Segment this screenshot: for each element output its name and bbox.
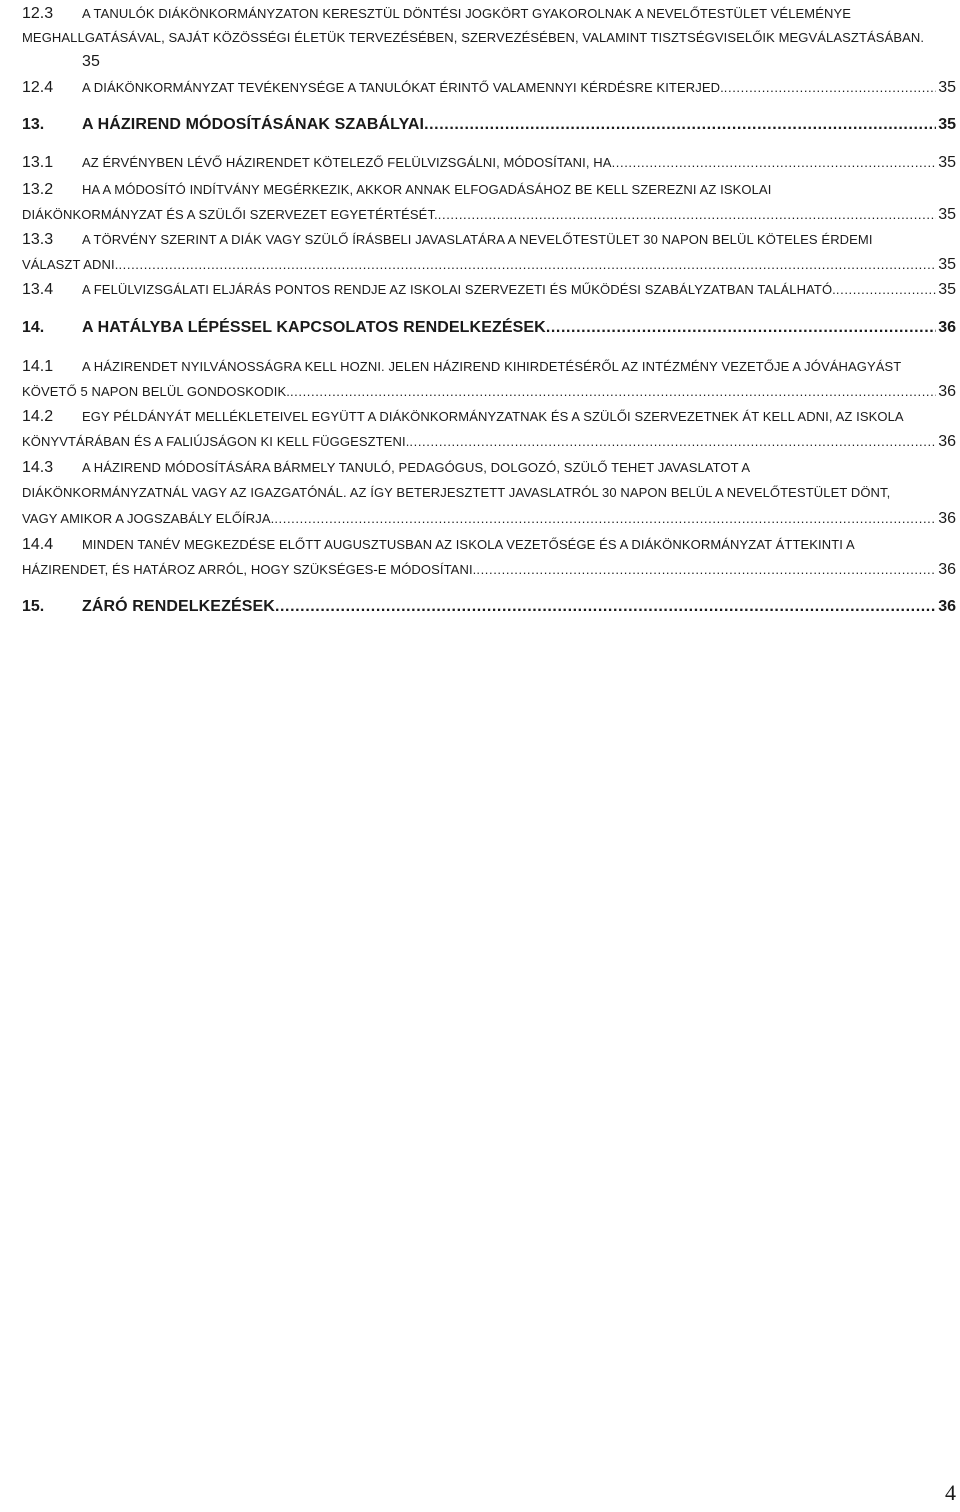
toc-entry-title: A DIÁKÖNKORMÁNYZAT TEVÉKENYSÉGE A TANULÓKAT ÉRINTŐ VALAMENNYI KÉRDÉSRE KITERJED. bbox=[82, 80, 724, 95]
toc-entry-page: 35 bbox=[938, 281, 956, 298]
toc-entry-page: 35 bbox=[938, 116, 956, 133]
toc-leader-dots bbox=[424, 113, 936, 137]
toc-entry-page: 36 bbox=[938, 319, 956, 336]
toc-entry-page: 36 bbox=[938, 598, 956, 615]
toc-entry-title: KÖVETŐ 5 NAPON BELÜL GONDOSKODIK. bbox=[22, 384, 290, 399]
toc-leader-dots bbox=[438, 203, 936, 227]
toc-entry-title: AZ ÉRVÉNYBEN LÉVŐ HÁZIRENDET KÖTELEZŐ FELÜLVIZSGÁLNI, MÓDOSÍTANI, HA bbox=[82, 155, 612, 170]
toc-entry-number: 13. bbox=[22, 116, 45, 133]
toc-entry-title: VÁLASZT ADNI. bbox=[22, 257, 119, 272]
toc-leader-dots bbox=[836, 278, 936, 302]
toc-entry-title: KÖNYVTÁRÁBAN ÉS A FALIÚJSÁGON KI KELL FÜGGESZTENI. bbox=[22, 434, 410, 449]
toc-entry-number: 14.3 bbox=[22, 459, 54, 476]
toc-entry-number: 13.1 bbox=[22, 154, 54, 171]
toc-entry-number: 13.2 bbox=[22, 181, 54, 198]
toc-leader-dots bbox=[290, 380, 936, 404]
toc-leader-dots bbox=[724, 76, 936, 100]
toc-leader-dots bbox=[274, 507, 936, 531]
toc-entry-number: 12.3 bbox=[22, 5, 54, 22]
toc-entry-number: 15. bbox=[22, 598, 45, 615]
toc-entry-page: 35 bbox=[938, 206, 956, 223]
toc-entry-number: 14.1 bbox=[22, 358, 54, 375]
toc-entry-page: 36 bbox=[938, 383, 956, 400]
toc-entry-title: A HATÁLYBA LÉPÉSSEL KAPCSOLATOS RENDELKEZÉSEK bbox=[82, 319, 546, 336]
toc-entry-title: DIÁKÖNKORMÁNYZAT ÉS A SZÜLŐI SZERVEZET EGYETÉRTÉSÉT. bbox=[22, 207, 438, 222]
toc-entry-title: VAGY AMIKOR A JOGSZABÁLY ELŐÍRJA. bbox=[22, 511, 275, 526]
toc-entry-number: 14. bbox=[22, 319, 45, 336]
toc-entry-page: 35 bbox=[938, 79, 956, 96]
toc-leader-dots bbox=[409, 430, 936, 454]
toc-entry-page: 35 bbox=[938, 154, 956, 171]
toc-entry-number: 14.4 bbox=[22, 536, 54, 553]
toc-entry-title: A TANULÓK DIÁKÖNKORMÁNYZATON KERESZTÜL DÖNTÉSI JOGKÖRT GYAKOROLNAK A NEVELŐTESTÜLET VÉLEMÉNYE bbox=[82, 6, 852, 21]
toc-entry-number: 12.4 bbox=[22, 79, 54, 96]
toc-entry-title: A TÖRVÉNY SZERINT A DIÁK VAGY SZÜLŐ ÍRÁSBELI JAVASLATÁRA A NEVELŐTESTÜLET 30 NAPON BELÜL KÖTELES ÉRDEMI bbox=[82, 232, 873, 247]
toc-entry-page: 36 bbox=[938, 433, 956, 450]
toc-entry-title: HA A MÓDOSÍTÓ INDÍTVÁNY MEGÉRKEZIK, AKKOR ANNAK ELFOGADÁSÁHOZ BE KELL SZEREZNI AZ ISKOLAI bbox=[82, 182, 772, 197]
toc-entry-title: HÁZIRENDET, ÉS HATÁROZ ARRÓL, HOGY SZÜKSÉGES-E MÓDOSÍTANI. bbox=[22, 562, 477, 577]
toc-entry-number: 13.3 bbox=[22, 231, 54, 248]
toc-entry-title: A HÁZIRENDET NYILVÁNOSSÁGRA KELL HOZNI. JELEN HÁZIREND KIHIRDETÉSÉRŐL AZ INTÉZMÉNY VEZETŐJE A JÓVÁHAGYÁST bbox=[82, 359, 902, 374]
page-number: 4 bbox=[945, 1480, 956, 1505]
toc-leader-dots bbox=[275, 595, 936, 619]
toc-entry-title: A HÁZIREND MÓDOSÍTÁSÁNAK SZABÁLYAI bbox=[82, 116, 425, 133]
toc-entry-page: 36 bbox=[938, 510, 956, 527]
toc-entry-title: MINDEN TANÉV MEGKEZDÉSE ELŐTT AUGUSZTUSBAN AZ ISKOLA VEZETŐSÉGE ÉS A DIÁKÖNKORMÁNYZAT ÁTTEKINTI A bbox=[82, 537, 855, 552]
toc-entry-page: 36 bbox=[938, 561, 956, 578]
toc-entry-number: 14.2 bbox=[22, 408, 54, 425]
toc-entry-title: A HÁZIREND MÓDOSÍTÁSÁRA BÁRMELY TANULÓ, PEDAGÓGUS, DOLGOZÓ, SZÜLŐ TEHET JAVASLATOT A bbox=[82, 460, 751, 475]
toc-entry-title: A FELÜLVIZSGÁLATI ELJÁRÁS PONTOS RENDJE AZ ISKOLAI SZERVEZETI ÉS MŰKÖDÉSI SZABÁLYZATBAN TALÁLHATÓ. bbox=[82, 282, 836, 297]
toc-leader-dots bbox=[476, 558, 936, 582]
toc-leader-dots bbox=[546, 316, 936, 340]
toc-leader-dots bbox=[118, 253, 936, 277]
toc-entry-title: EGY PÉLDÁNYÁT MELLÉKLETEIVEL EGYÜTT A DIÁKÖNKORMÁNYZATNAK ÉS A SZÜLŐI SZERVEZETNEK ÁT KELL ADNI, AZ ISKOLA bbox=[82, 409, 904, 424]
toc-leader-dots bbox=[612, 151, 937, 175]
toc-entry-page: 35 bbox=[82, 53, 100, 70]
toc-entry-title: DIÁKÖNKORMÁNYZATNÁL VAGY AZ IGAZGATÓNÁL. AZ ÍGY BETERJESZTETT JAVASLATRÓL 30 NAPON BELÜL A NEVELŐTESTÜLET DÖNT, bbox=[22, 485, 891, 500]
toc-entry-number: 13.4 bbox=[22, 281, 54, 298]
toc-entry-title: MEGHALLGATÁSÁVAL, SAJÁT KÖZÖSSÉGI ÉLETÜK TERVEZÉSÉBEN, SZERVEZÉSÉBEN, VALAMINT TISZTSÉGVISELŐIK MEGVÁLASZTÁSÁBAN. bbox=[22, 30, 925, 45]
toc-entry-title: ZÁRÓ RENDELKEZÉSEK bbox=[82, 598, 275, 615]
toc-entry-page: 35 bbox=[938, 256, 956, 273]
